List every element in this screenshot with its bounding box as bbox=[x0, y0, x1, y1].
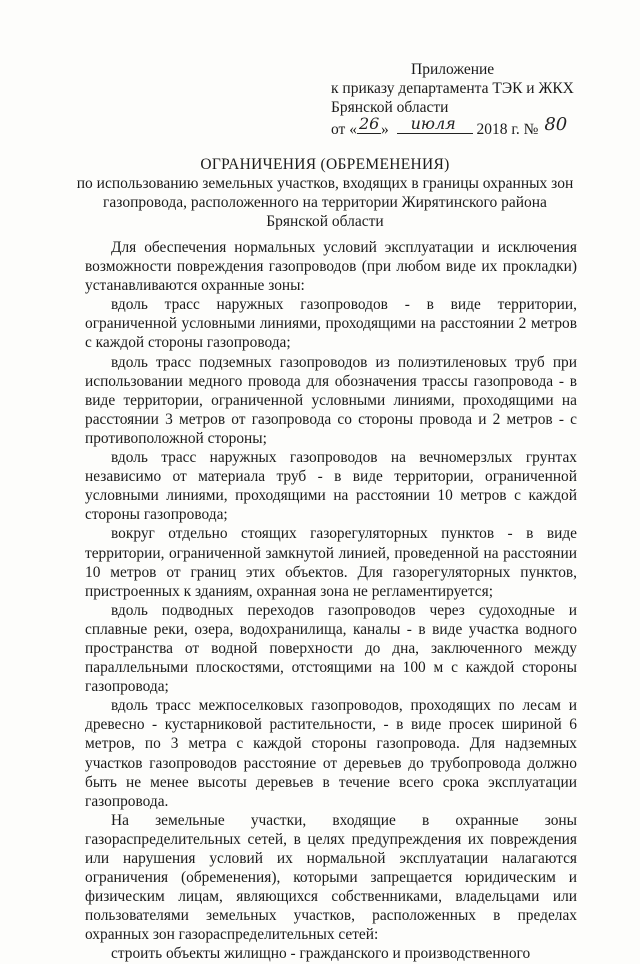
month-field bbox=[397, 114, 473, 134]
appendix-label: Приложение bbox=[411, 61, 495, 78]
title-line-2: по использованию земельных участков, входящих в границы охранных зон bbox=[76, 175, 574, 192]
paragraph-outdoor-pipelines: вдоль трасс наружных газопроводов - в виде территории, ограниченной условными линиями, проходящими на расстоянии 2 метров с каждой стороны газопровода; bbox=[85, 296, 577, 352]
region-name: Брянской области bbox=[331, 99, 449, 116]
number-handwritten: 80 bbox=[544, 114, 568, 135]
day-field bbox=[357, 114, 381, 134]
paragraph-underwater-crossings: вдоль подводных переходов газопроводов через судоходные и сплавные реки, озера, водохранилища, каналы - в виде участка водного пространства от водной поверхности до дна, заключенного между параллельными плоскостями, отстоящими на 100 м с каждой стороны газопровода; bbox=[85, 601, 577, 696]
title-line-3: газопровода, расположенного на территории Жирятинского района bbox=[103, 194, 547, 211]
date-mid: » bbox=[380, 121, 389, 138]
order-reference: к приказу департамента ТЭК и ЖКХ bbox=[331, 80, 574, 97]
paragraph-forest-pipelines: вдоль трасс межпоселковых газопроводов, проходящих по лесам и древесно - кустарниковой растительности, - в виде просек шириной 6 метров, по 3 метра с каждой стороны газопровода. Для надземных участков газопроводов расстояние от деревьев до трубопровода должно быть не менее высоты деревьев в течение всего срока эксплуатации газопровода. bbox=[85, 697, 577, 810]
paragraph-regulator-stations: вокруг отдельно стоящих газорегуляторных пунктов - в виде территории, ограниченной замкнутой линией, проведенной на расстоянии 10 метров от границ этих объектов. Для газорегуляторных пунктов, пристроенных к зданиям, охранная зона не регламентируется; bbox=[85, 525, 577, 600]
document-title bbox=[60, 155, 590, 231]
paragraph-construction-ban: строить объекты жилищно - гражданского и производственного bbox=[111, 945, 531, 963]
title-heading: ОГРАНИЧЕНИЯ (ОБРЕМЕНЕНИЯ) bbox=[200, 156, 450, 173]
year-and-number-label: 2018 г. № bbox=[476, 121, 539, 138]
order-date-line bbox=[331, 114, 611, 139]
paragraph-permafrost-pipelines: вдоль трасс наружных газопроводов на вечномерзлых грунтах независимо от материала труб - в виде территории, ограниченной условными линиями, проходящими на расстоянии 10 метров с каждой стороны газопровода; bbox=[85, 449, 577, 524]
title-line-4: Брянской области bbox=[266, 213, 384, 230]
paragraph-intro: Для обеспечения нормальных условий эксплуатации и исключения возможности повреждения газопроводов (при любом виде их прокладки) устанавливаются охранные зоны: bbox=[85, 239, 577, 295]
paragraph-restrictions: На земельные участки, входящие в охранные зоны газораспределительных сетей, в целях предупреждения их повреждения или нарушения условий их нормальной эксплуатации налагаются ограничения (обременения), которыми запрещается юридическим и физическим лицам, являющихся собственниками, владельцами или пользователями земельных участков, расположенных в пределах охранных зон газораспределительных сетей: bbox=[85, 811, 577, 944]
appendix-header bbox=[331, 60, 611, 139]
paragraph-underground-pipelines: вдоль трасс подземных газопроводов из полиэтиленовых труб при использовании медного провода для обозначения трассы газопровода - в виде территории, ограниченной условными линиями, проходящими на расстоянии 3 метров от газопровода со стороны провода и 2 метров - с противоположной стороны; bbox=[85, 353, 577, 447]
number-field bbox=[542, 114, 572, 135]
document-body bbox=[85, 238, 577, 964]
day-handwritten: 26 bbox=[358, 114, 380, 133]
month-handwritten: июля bbox=[410, 114, 456, 133]
date-prefix: от « bbox=[331, 121, 357, 138]
